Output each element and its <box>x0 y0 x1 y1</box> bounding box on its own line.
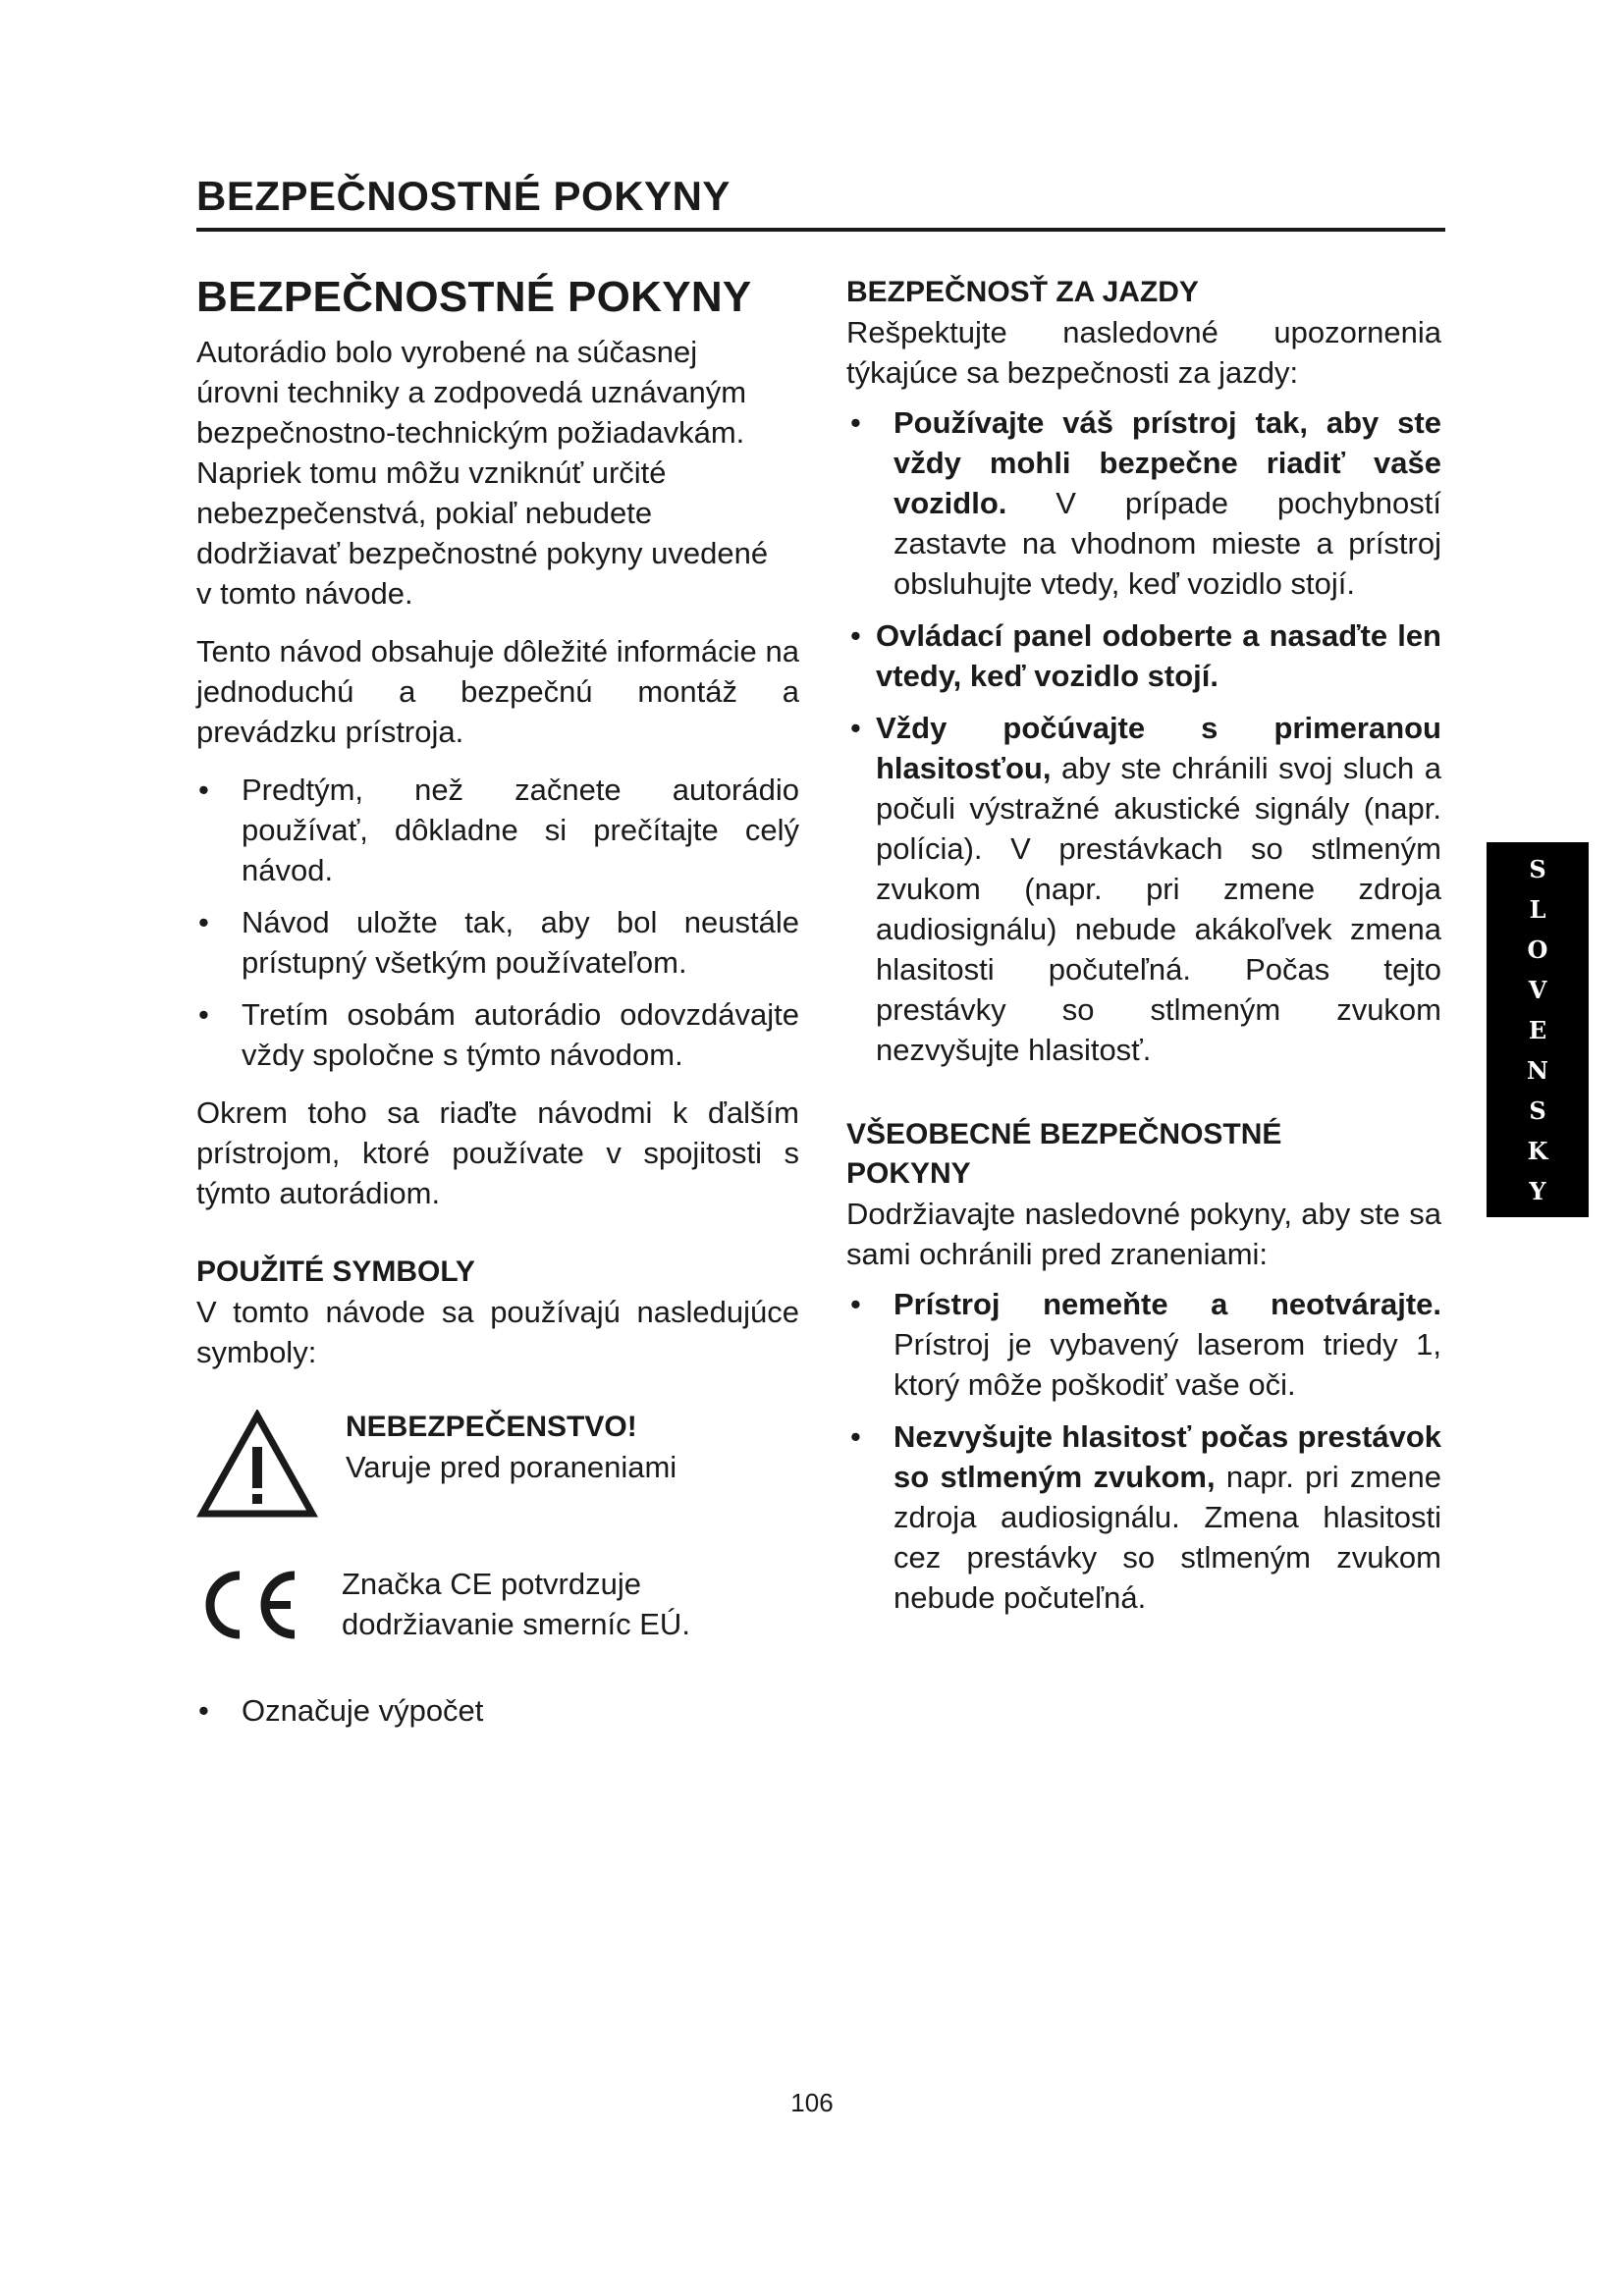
list-item: • Nezvyšujte hlasitosť počas prestávok so stlmeným zvukom, napr. pri zmene zdroja audiosignálu. Zmena hlasitosti cez prestávky so stlmeným zvukom nebude počuteľná. <box>846 1416 1441 1618</box>
warning-symbol-row <box>196 1410 799 1524</box>
ce-mark-icon <box>196 1564 330 1651</box>
side-tab-letter: E <box>1528 1015 1547 1044</box>
section-heading-safety: BEZPEČNOSTNÉ POKYNY <box>196 273 752 321</box>
symbols-heading: POUŽITÉ SYMBOLY <box>196 1255 475 1288</box>
manual-info-paragraph: Tento návod obsahuje dôležité informácie na jednoduchú a bezpečnú montáž a prevádzku prístroja. <box>196 634 799 749</box>
warning-triangle-icon <box>196 1410 330 1524</box>
symbols-intro: V tomto návode sa používajú nasledujúce symboly: <box>196 1295 799 1369</box>
side-tab-letter: S <box>1529 1095 1546 1125</box>
driving-bullet-list <box>846 402 1441 1070</box>
side-tab-letter: O <box>1527 934 1548 964</box>
intro-line: bezpečnostno-technickým požiadavkám. <box>196 415 745 450</box>
intro-line: Autorádio bolo vyrobené na súčasnej <box>196 335 698 369</box>
page-header-title: BEZPEČNOSTNÉ POKYNY <box>196 173 731 219</box>
side-tab-letter: K <box>1527 1136 1548 1165</box>
intro-line: úrovni techniky a zodpovedá uznávaným <box>196 375 747 409</box>
intro-paragraph <box>196 332 799 614</box>
general-intro: Dodržiavajte nasledovné pokyny, aby ste sa sami ochránili pred zraneniami: <box>846 1197 1441 1271</box>
calc-bullet-list <box>196 1690 799 1731</box>
side-tab-letter: Y <box>1529 1176 1546 1205</box>
list-item: • Prístroj nemeňte a neotvárajte. Prístroj je vybavený laserom triedy 1, ktorý môže poškodiť vaše oči. <box>846 1284 1441 1405</box>
side-tab-letter: L <box>1529 894 1546 924</box>
list-item: • Predtým, než začnete autorádio používať, dôkladne si prečítajte celý návod. <box>196 770 799 890</box>
general-bullet-list <box>846 1284 1441 1618</box>
side-tab-letter: N <box>1527 1055 1548 1085</box>
list-item: • Ovládací panel odoberte a nasaďte len vtedy, keď vozidlo stojí. <box>846 615 1441 696</box>
side-tab-letter: V <box>1528 975 1547 1004</box>
general-safety-heading: VŠEOBECNÉ BEZPEČNOSTNÉ POKYNY <box>846 1118 1282 1190</box>
intro-line: v tomto návode. <box>196 576 413 611</box>
other-devices-paragraph: Okrem toho sa riaďte návodmi k ďalším prístrojom, ktoré používate v spojitosti s týmto autorádiom. <box>196 1095 799 1210</box>
intro-line: nebezpečenstvá, pokiaľ nebudete <box>196 496 653 530</box>
warning-title: NEBEZPEČENSTVO! <box>346 1411 637 1443</box>
intro-line: dodržiavať bezpečnostné pokyny uvedené <box>196 536 769 570</box>
list-item: • Vždy počúvajte s primeranou hlasitosťou, aby ste chránili svoj sluch a počuli výstražné akustické signály (napr. polícia). V prestávkach so stlmeným zvukom (napr. pri zmene zdroja audiosignálu) nebude akákoľvek zmena hlasitosti počuteľná. Počas tejto prestávky so stlmeným zvukom nezvyšujte hlasitosť. <box>846 708 1441 1070</box>
right-column <box>846 273 1441 1629</box>
list-item: • Označuje výpočet <box>196 1690 799 1731</box>
ce-symbol-row <box>196 1564 799 1651</box>
driving-safety-heading: BEZPEČNOSŤ ZA JAZDY <box>846 276 1199 308</box>
list-item: • Návod uložte tak, aby bol neustále prístupný všetkým používateľom. <box>196 902 799 983</box>
list-item: • Tretím osobám autorádio odovzdávajte vždy spoločne s týmto návodom. <box>196 994 799 1075</box>
svg-text:CE: CE <box>196 1564 198 1565</box>
header-divider <box>196 228 1445 232</box>
list-item: • Používajte váš prístroj tak, aby ste vždy mohli bezpečne riadiť vaše vozidlo. V prípade pochybností zastavte na vhodnom mieste a prístroj obsluhujte vtedy, keď vozidlo stojí. <box>846 402 1441 604</box>
language-side-tab <box>1487 842 1589 1217</box>
page-number: 106 <box>790 2088 834 2117</box>
intro-line: Napriek tomu môžu vzniknúť určité <box>196 455 667 490</box>
left-column <box>196 273 799 1742</box>
warning-text: Varuje pred poraneniami <box>346 1450 677 1484</box>
side-tab-letter: S <box>1529 854 1546 883</box>
driving-intro: Rešpektujte nasledovné upozornenia týkajúce sa bezpečnosti za jazdy: <box>846 315 1441 390</box>
ce-text: Značka CE potvrdzuje dodržiavanie smerníc EÚ. <box>342 1567 690 1641</box>
manual-bullet-list <box>196 770 799 1075</box>
